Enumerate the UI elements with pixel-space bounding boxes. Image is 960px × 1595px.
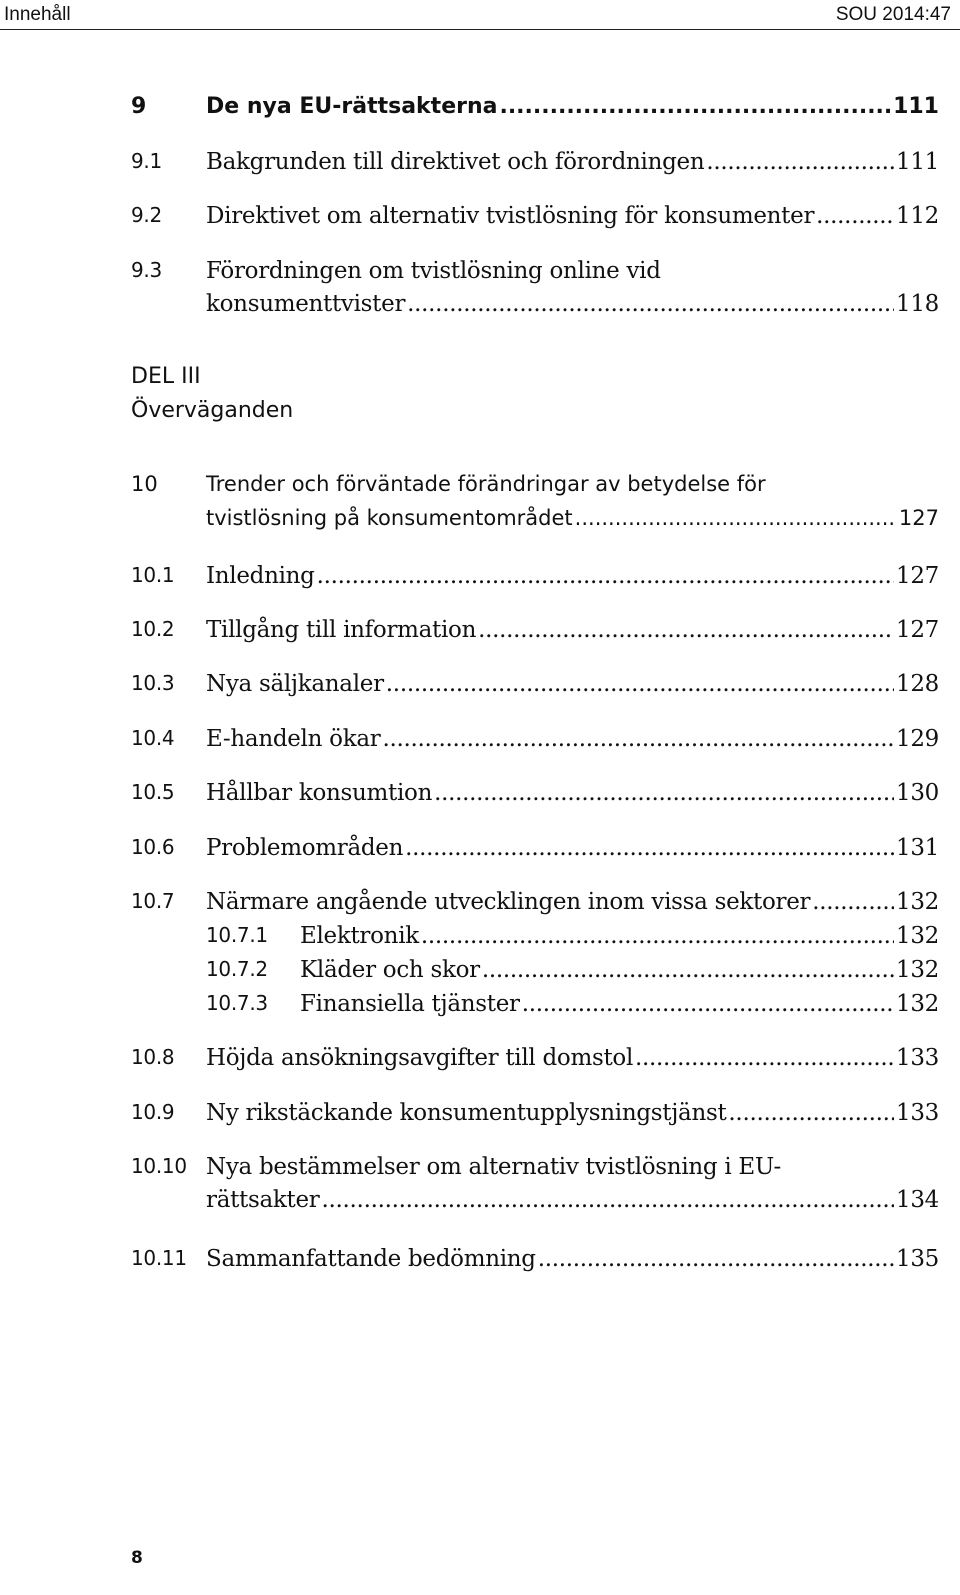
- toc-entry-title: Finansiella tjänster: [300, 991, 520, 1017]
- toc-entry-number: 10.8: [131, 1045, 175, 1069]
- toc-entry-title: Inledning: [206, 563, 315, 589]
- toc-entry-number: 9: [131, 94, 147, 119]
- toc-entry-page: 134: [896, 1187, 939, 1213]
- dot-leader: [405, 835, 894, 861]
- toc-entry-number: 9.2: [131, 203, 162, 227]
- dot-leader: [478, 617, 894, 643]
- toc-entry-page: 127: [896, 617, 939, 643]
- toc-entry-title: Problemområden: [206, 835, 404, 861]
- dot-leader: [522, 991, 894, 1017]
- toc-entry-number: 10.2: [131, 617, 175, 641]
- dot-leader: [434, 780, 894, 806]
- toc-entry-page: 133: [896, 1100, 939, 1126]
- toc-entry-number: 10.7.1: [206, 923, 268, 947]
- toc-entry-title-line-1: Trender och förväntade förändringar av betydelse för: [206, 472, 766, 496]
- toc-entry-page: 133: [896, 1045, 939, 1071]
- toc-entry-title: Nya säljkanaler: [206, 671, 384, 697]
- toc-entry-title-line-2: tvistlösning på konsumentområdet: [206, 506, 573, 530]
- toc-entry-number: 10.10: [131, 1154, 187, 1178]
- toc-entry-title: E-handeln ökar: [206, 726, 381, 752]
- dot-leader: [482, 957, 894, 983]
- dot-leader: [728, 1100, 894, 1126]
- toc-entry-title: Elektronik: [300, 923, 419, 949]
- toc-entry-number: 10.4: [131, 726, 175, 750]
- toc-entry-title: Tillgång till information: [206, 617, 477, 643]
- toc-entry-number: 9.1: [131, 149, 162, 173]
- toc-entry-title-line-1: Förordningen om tvistlösning online vid: [206, 258, 661, 284]
- dot-leader: [407, 291, 894, 317]
- part-label: DEL III: [131, 364, 201, 389]
- dot-leader: [382, 726, 894, 752]
- dot-leader: [635, 1045, 894, 1071]
- dot-leader: [317, 563, 894, 589]
- dot-leader: [816, 203, 894, 229]
- dot-leader: [386, 671, 894, 697]
- toc-entry-page: 132: [896, 889, 939, 915]
- header-section-label: Innehåll: [4, 4, 71, 25]
- dot-leader: [322, 1187, 895, 1213]
- dot-leader: [575, 506, 897, 530]
- toc-entry-title: Närmare angående utvecklingen inom vissa sektorer: [206, 889, 811, 915]
- dot-leader: [706, 149, 894, 175]
- toc-entry-number: 9.3: [131, 258, 162, 282]
- dot-leader: [812, 889, 894, 915]
- toc-entry-page: 129: [896, 726, 939, 752]
- page-number: 8: [131, 1548, 143, 1568]
- toc-entry-number: 10.6: [131, 835, 175, 859]
- toc-entry-number: 10.9: [131, 1100, 175, 1124]
- header-rule: [0, 29, 960, 30]
- toc-entry-page: 111: [896, 149, 939, 175]
- dot-leader: [499, 94, 891, 119]
- toc-entry-page: 131: [896, 835, 939, 861]
- toc-entry-title: De nya EU-rättsakterna: [206, 94, 498, 119]
- toc-entry-number: 10.7: [131, 889, 175, 913]
- toc-entry-number: 10.7.2: [206, 957, 268, 981]
- toc-entry-title-line-2: konsumenttvister: [206, 291, 406, 317]
- toc-entry-page: 130: [896, 780, 939, 806]
- toc-entry-page: 127: [898, 506, 939, 530]
- running-header: [0, 0, 960, 29]
- toc-entry-title: Ny rikstäckande konsumentupplysningstjänst: [206, 1100, 727, 1126]
- toc-entry-page: 135: [896, 1246, 939, 1272]
- toc-entry-title: Sammanfattande bedömning: [206, 1246, 536, 1272]
- toc-entry-page: 132: [896, 957, 939, 983]
- toc-entry-title-line-1: Nya bestämmelser om alternativ tvistlösning i EU-: [206, 1154, 782, 1180]
- part-title: Överväganden: [131, 398, 294, 423]
- header-document-id: SOU 2014:47: [835, 4, 951, 25]
- toc-entry-number: 10: [131, 472, 158, 496]
- toc-entry-number: 10.1: [131, 563, 175, 587]
- toc-entry-page: 111: [893, 94, 939, 119]
- toc-entry-number: 10.7.3: [206, 991, 268, 1015]
- toc-entry-title: Hållbar konsumtion: [206, 780, 433, 806]
- toc-entry-page: 127: [896, 563, 939, 589]
- toc-entry-page: 132: [896, 923, 939, 949]
- toc-entry-title-line-2: rättsakter: [206, 1187, 320, 1213]
- toc-entry-title: Höjda ansökningsavgifter till domstol: [206, 1045, 634, 1071]
- dot-leader: [421, 923, 894, 949]
- toc-entry-number: 10.5: [131, 780, 175, 804]
- toc-entry-page: 128: [896, 671, 939, 697]
- dot-leader: [538, 1246, 894, 1272]
- toc-entry-title: Kläder och skor: [300, 957, 480, 983]
- toc-entry-page: 132: [896, 991, 939, 1017]
- toc-entry-title: Direktivet om alternativ tvistlösning för konsumenter: [206, 203, 815, 229]
- toc-entry-page: 112: [896, 203, 939, 229]
- toc-entry-page: 118: [896, 291, 939, 317]
- toc-entry-number: 10.11: [131, 1246, 187, 1270]
- toc-entry-title: Bakgrunden till direktivet och förordningen: [206, 149, 705, 175]
- toc-entry-number: 10.3: [131, 671, 175, 695]
